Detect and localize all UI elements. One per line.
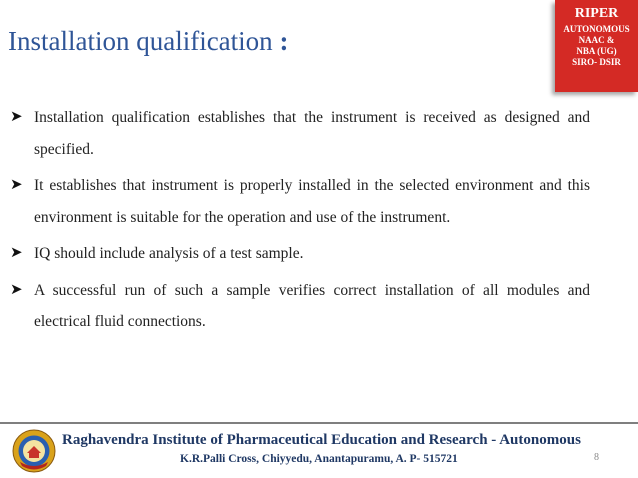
page-number: 8: [594, 452, 599, 463]
footer-institute-name: Raghavendra Institute of Pharmaceutical Education and Research - Autonomous: [62, 432, 581, 448]
badge-line: SIRO- DSIR: [572, 57, 621, 67]
footer-divider: [0, 422, 638, 424]
slide-title: [8, 26, 288, 57]
bullet-item: [10, 238, 590, 270]
badge-line: NAAC &: [578, 35, 615, 45]
footer-address: K.R.Palli Cross, Chiyyedu, Anantapuramu, A. P- 515721: [180, 453, 458, 465]
institute-emblem-icon: [12, 429, 56, 473]
bullet-list: [10, 102, 590, 343]
bullet-text: A successful run of such a sample verifies correct installation of all modules and electrical fluid connections.: [34, 281, 590, 330]
bullet-text: It establishes that instrument is properly installed in the selected environment and this environment is suitable for the operation and use of the instrument.: [34, 177, 590, 226]
slide-title-colon: :: [279, 26, 289, 56]
bullet-text: Installation qualification establishes that the instrument is received as designed and specified.: [34, 109, 590, 158]
arrow-bullet-icon: ➤: [10, 245, 23, 261]
bullet-item: [10, 275, 590, 338]
arrow-bullet-icon: ➤: [10, 177, 23, 193]
badge-line: NBA (UG): [576, 46, 617, 56]
arrow-bullet-icon: ➤: [10, 281, 23, 298]
bullet-text: IQ should include analysis of a test sample.: [34, 245, 304, 262]
arrow-bullet-icon: ➤: [10, 109, 23, 125]
bullet-item: [10, 170, 590, 233]
bullet-item: [10, 102, 590, 165]
slide-title-text: Installation qualification: [8, 26, 273, 56]
badge-name: RIPER: [574, 6, 619, 21]
badge-line: AUTONOMOUS: [563, 24, 630, 34]
riper-badge: [555, 0, 638, 92]
